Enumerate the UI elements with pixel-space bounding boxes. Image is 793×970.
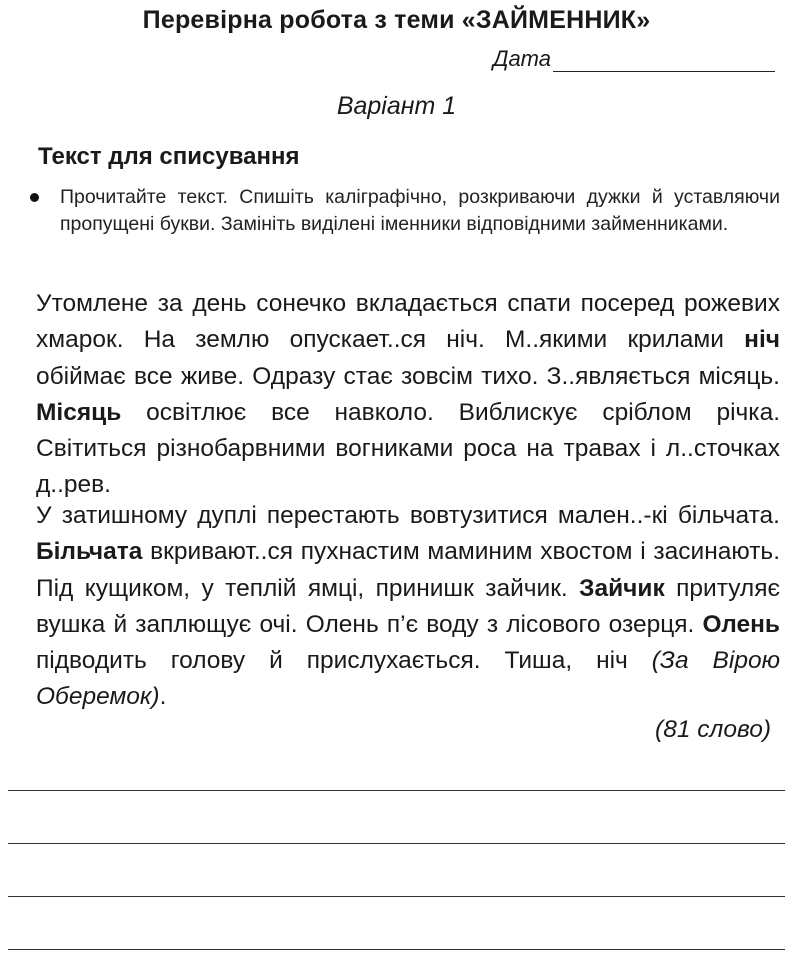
text-segment: підводить голову й прислухається. Тиша, ніч [36, 647, 652, 675]
text-segment: притуляє вушка й заплющує очі. Олень п’є воду з лісового озерця. [36, 574, 780, 638]
text-segment: Утомлене за день сонечко вкладається спати посеред рожевих хмарок. На землю опускает..ся ніч. М..якими крилами [36, 290, 780, 354]
highlighted-noun: ніч [744, 326, 780, 354]
text-segment: . [159, 683, 167, 711]
page-title: Перевірна робота з теми «ЗАЙМЕННИК» [142, 6, 651, 34]
dictation-paragraph-2 [36, 498, 780, 716]
text-segment: У затишному дуплі перестають вовтузитися мален..-кі більчата. [36, 502, 780, 529]
word-count: (81 слово) [655, 716, 771, 743]
highlighted-noun: Більчата [36, 538, 143, 566]
date-blank-line[interactable] [553, 49, 775, 72]
writing-line[interactable] [8, 843, 785, 844]
dictation-paragraph-1 [36, 286, 780, 504]
writing-line[interactable] [8, 896, 785, 897]
date-label: Дата [492, 46, 551, 71]
text-segment: освітлює все навколо. Виблискує сріблом річка. Світиться різнобарвними вогниками роса на травах і л..сточках д..рев. [36, 398, 780, 499]
writing-line[interactable] [8, 790, 785, 791]
variant-heading: Варіант 1 [336, 92, 457, 120]
section-title: Текст для списування [38, 143, 300, 170]
highlighted-noun: Місяць [36, 398, 122, 426]
date-field [493, 46, 775, 72]
instruction-text: Прочитайте текст. Спишіть каліграфічно, розкриваючи дужки й уставляючи пропущені букви. Замініть виділені іменники відповідними займенниками. [60, 186, 780, 235]
bullet-icon [30, 193, 39, 202]
writing-line[interactable] [8, 949, 785, 950]
source-attribution: (За Вірою Оберемок) [36, 647, 780, 711]
highlighted-noun: Олень [702, 610, 780, 638]
text-segment: вкривают..ся пухнастим маминим хвостом і засинають. Під кущиком, у теплій ямці, принишк зайчик. [36, 538, 780, 602]
highlighted-noun: Зайчик [579, 574, 665, 602]
text-segment: обіймає все живе. Одразу стає зовсім тихо. З..являється місяць. [36, 362, 780, 390]
